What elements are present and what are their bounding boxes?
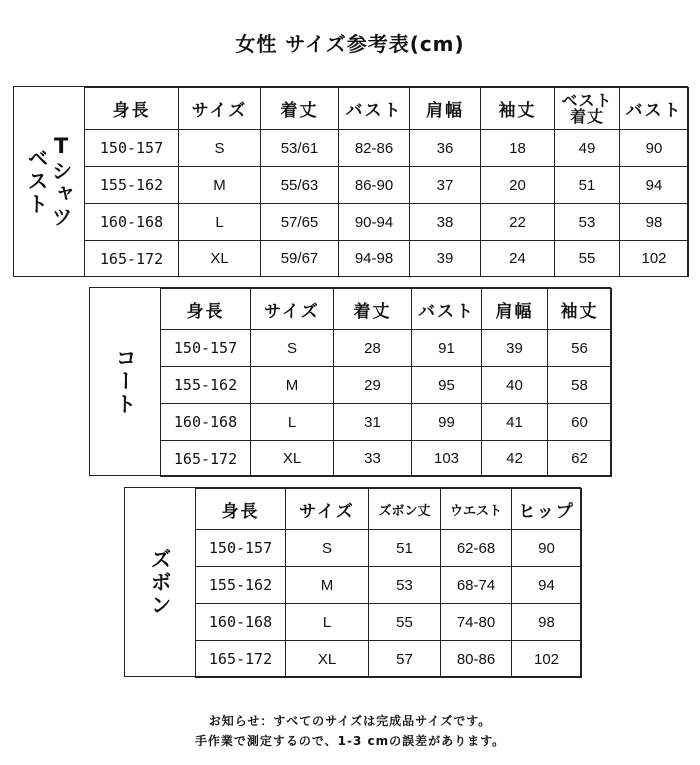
page-title: 女性 サイズ参考表(cm): [235, 32, 465, 56]
table-cell: 150-157: [161, 330, 251, 367]
table-cell: 90: [512, 530, 582, 567]
table-cell: 38: [410, 204, 481, 241]
vest-label: ベスト: [25, 147, 49, 216]
table-row: [196, 604, 582, 641]
table-cell: L: [251, 404, 334, 441]
table-cell: 53: [555, 204, 620, 241]
table-cell: 74-80: [441, 604, 512, 641]
table-row: [85, 130, 689, 167]
table-cell: 95: [412, 367, 482, 404]
table-cell: 51: [555, 167, 620, 204]
col-header: サイズ: [179, 88, 261, 130]
table-cell: 91: [412, 330, 482, 367]
table-cell: 94-98: [339, 241, 410, 277]
table-cell: 90-94: [339, 204, 410, 241]
col-header: バスト: [339, 88, 410, 130]
table-cell: 160-168: [161, 404, 251, 441]
table-cell: M: [179, 167, 261, 204]
col-header: バスト: [620, 88, 689, 130]
tshirt-vest-label: [14, 87, 84, 276]
table-row: [85, 204, 689, 241]
table-cell: 24: [481, 241, 555, 277]
table-cell: 62: [548, 441, 612, 477]
table-row: [196, 641, 582, 678]
table-cell: 37: [410, 167, 481, 204]
table-header-row: [85, 88, 689, 130]
col-header: 身長: [85, 88, 179, 130]
table-cell: 80-86: [441, 641, 512, 678]
table-cell: 42: [482, 441, 548, 477]
table-cell: 155-162: [85, 167, 179, 204]
table-cell: 33: [334, 441, 412, 477]
table-cell: 90: [620, 130, 689, 167]
table-cell: 55: [555, 241, 620, 277]
col-header: ズボン丈: [369, 489, 441, 530]
table-cell: 40: [482, 367, 548, 404]
table-cell: 155-162: [196, 567, 286, 604]
table-cell: 57: [369, 641, 441, 678]
tshirt-size-table: [84, 87, 689, 277]
table-cell: 51: [369, 530, 441, 567]
pants-side: [125, 488, 195, 676]
table-cell: 165-172: [196, 641, 286, 678]
table-cell: 82-86: [339, 130, 410, 167]
table-cell: M: [251, 367, 334, 404]
table-cell: 165-172: [161, 441, 251, 477]
table-cell: S: [251, 330, 334, 367]
table-cell: 160-168: [196, 604, 286, 641]
table-cell: 18: [481, 130, 555, 167]
col-header-line: 着丈: [569, 106, 604, 126]
table-cell: 58: [548, 367, 612, 404]
coat-size-table: [160, 288, 612, 477]
table-cell: 160-168: [85, 204, 179, 241]
table-row: [85, 241, 689, 277]
table-cell: 59/67: [261, 241, 339, 277]
table-header-row: [196, 489, 582, 530]
col-header: ヒップ: [512, 489, 582, 530]
table-cell: 22: [481, 204, 555, 241]
table-cell: 155-162: [161, 367, 251, 404]
table-row: [161, 404, 612, 441]
col-header: 肩幅: [482, 289, 548, 330]
col-header: 身長: [196, 489, 286, 530]
pants-size-table: [195, 488, 582, 678]
pants-label: ズボン: [148, 547, 173, 617]
table-cell: 94: [620, 167, 689, 204]
table-cell: XL: [251, 441, 334, 477]
table-row: [161, 330, 612, 367]
table-cell: 28: [334, 330, 412, 367]
table-cell: 20: [481, 167, 555, 204]
col-header-vest-length: [555, 88, 620, 130]
tshirt-label: Tシャツ: [49, 134, 74, 229]
table-row: [196, 530, 582, 567]
table-cell: 102: [620, 241, 689, 277]
table-row: [161, 441, 612, 477]
col-header: サイズ: [286, 489, 369, 530]
table-cell: 98: [512, 604, 582, 641]
table-cell: 60: [548, 404, 612, 441]
coat-side: [90, 288, 160, 475]
table-cell: 39: [410, 241, 481, 277]
table-row: [161, 367, 612, 404]
pants-section: [124, 487, 581, 677]
table-cell: 31: [334, 404, 412, 441]
col-header: 袖丈: [548, 289, 612, 330]
table-cell: 39: [482, 330, 548, 367]
table-cell: 53/61: [261, 130, 339, 167]
table-cell: M: [286, 567, 369, 604]
table-cell: 55/63: [261, 167, 339, 204]
table-cell: S: [286, 530, 369, 567]
table-cell: 36: [410, 130, 481, 167]
col-header: バスト: [412, 289, 482, 330]
table-cell: 150-157: [196, 530, 286, 567]
table-cell: XL: [179, 241, 261, 277]
coat-label: コート: [113, 347, 138, 416]
table-cell: L: [179, 204, 261, 241]
table-cell: 53: [369, 567, 441, 604]
col-header: 着丈: [261, 88, 339, 130]
table-cell: 102: [512, 641, 582, 678]
table-cell: 86-90: [339, 167, 410, 204]
table-cell: 68-74: [441, 567, 512, 604]
col-header: 身長: [161, 289, 251, 330]
table-cell: 150-157: [85, 130, 179, 167]
table-cell: S: [179, 130, 261, 167]
table-cell: 94: [512, 567, 582, 604]
table-cell: 62-68: [441, 530, 512, 567]
table-cell: 165-172: [85, 241, 179, 277]
table-cell: 103: [412, 441, 482, 477]
measurement-note: 手作業で測定するので、1-3 cmの誤差があります。: [194, 734, 506, 748]
col-header: ウエスト: [441, 489, 512, 530]
table-cell: 29: [334, 367, 412, 404]
table-cell: 57/65: [261, 204, 339, 241]
col-header: サイズ: [251, 289, 334, 330]
col-header: 肩幅: [410, 88, 481, 130]
size-note: お知らせ：すべてのサイズは完成品サイズです。: [208, 714, 492, 728]
col-header: 袖丈: [481, 88, 555, 130]
table-header-row: [161, 289, 612, 330]
table-row: [85, 167, 689, 204]
table-cell: 99: [412, 404, 482, 441]
table-cell: 41: [482, 404, 548, 441]
table-cell: 55: [369, 604, 441, 641]
tshirt-vest-section: [13, 86, 688, 277]
table-cell: 56: [548, 330, 612, 367]
table-cell: 98: [620, 204, 689, 241]
table-cell: 49: [555, 130, 620, 167]
table-row: [196, 567, 582, 604]
coat-section: [89, 287, 611, 476]
col-header-line: ベスト: [561, 90, 613, 110]
table-cell: XL: [286, 641, 369, 678]
table-cell: L: [286, 604, 369, 641]
col-header: 着丈: [334, 289, 412, 330]
